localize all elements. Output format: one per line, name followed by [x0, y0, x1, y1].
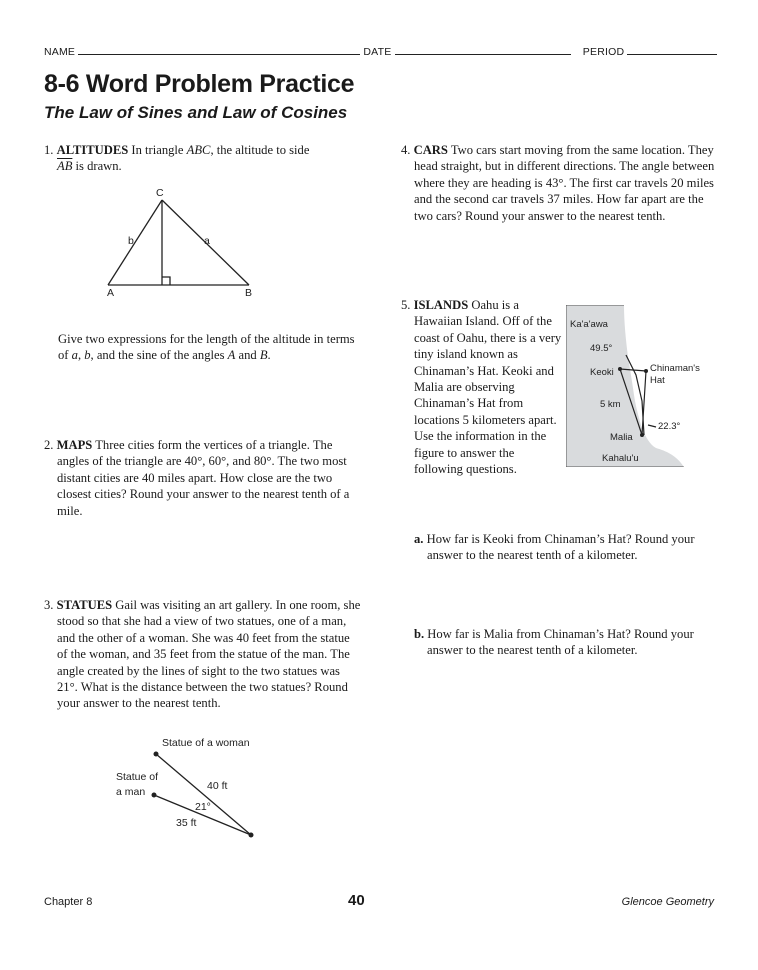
footer-book-title: Glencoe Geometry	[621, 896, 714, 908]
angle2-label: 22.3°	[658, 421, 681, 432]
question-text: and	[235, 348, 260, 363]
problem-text: Three cities form the vertices of a triangle. The angles of the triangle are 40°, 60°, and 80°. The two most distant cities are 40 miles apart. How close are the two closest cities? Round your answer to the nearest tenth of a mile.	[57, 438, 350, 518]
man-point	[152, 793, 157, 798]
problem-heading: MAPS	[56, 438, 93, 452]
angle-21-label: 21°	[195, 801, 211, 813]
malia-label: Malia	[610, 432, 633, 443]
vertex-c-label: C	[156, 187, 164, 199]
distance-35-label: 35 ft	[176, 817, 197, 829]
problem-1	[44, 142, 344, 175]
woman-label: Statue of a woman	[162, 737, 250, 749]
segment-ab: $\overline{AB}$	[57, 159, 73, 174]
problem-1-question	[58, 331, 358, 364]
vertex-b-label: B	[245, 287, 253, 298]
part-text: How far is Malia from Chinaman’s Hat? Round your answer to the nearest tenth of a kilometer.	[424, 627, 694, 658]
problem-5	[401, 297, 563, 477]
part-text: How far is Keoki from Chinaman’s Hat? Round your answer to the nearest tenth of a kilometer.	[423, 532, 695, 563]
man-label-line1: Statue of	[116, 771, 159, 783]
statues-figure	[112, 732, 272, 842]
problem-5a	[414, 531, 714, 564]
problem-text: Gail was visiting an art gallery. In one room, she stood so that she had a view of two statues, one of a man, and the other of a woman. She was 40 feet from the statue of the woman, and 35 feet from the statue of the man. The angle created by the lines of sight to the two statues was 21°. What is the distance between the two statues? Round your answer to the nearest tenth.	[57, 598, 361, 711]
triangle-figure	[100, 186, 270, 298]
side-b	[108, 200, 162, 285]
question-text: ,	[77, 348, 85, 363]
var-a: a	[71, 348, 78, 363]
problem-number: 5.	[401, 298, 411, 312]
problem-heading: ISLANDS	[413, 298, 469, 312]
name-field[interactable]	[78, 44, 360, 55]
problem-heading: STATUES	[56, 598, 113, 612]
var-b: b	[84, 348, 91, 363]
date-label: DATE	[363, 46, 392, 58]
keoki-label: Keoki	[590, 367, 614, 378]
problem-number: 2.	[44, 438, 54, 452]
part-letter: b.	[414, 627, 425, 641]
question-text: .	[267, 348, 271, 363]
header-fields	[44, 44, 717, 58]
question-text: , and the sine of the angles	[90, 348, 228, 363]
var-B: B	[259, 348, 268, 363]
problem-number: 4.	[401, 143, 411, 157]
line-to-woman	[156, 754, 251, 835]
problem-heading: ALTITUDES	[56, 143, 129, 157]
period-label: PERIOD	[582, 46, 625, 58]
problem-number: 3.	[44, 598, 54, 612]
part-letter: a.	[414, 532, 424, 546]
problem-5b	[414, 626, 714, 659]
problem-text: is drawn.	[72, 159, 122, 174]
distance-5km-label: 5 km	[600, 399, 621, 410]
problem-text: In triangle	[128, 143, 187, 157]
distance-40-label: 40 ft	[207, 780, 228, 792]
angle1-label: 49.5°	[590, 343, 613, 354]
malia-point	[640, 433, 644, 437]
problem-2	[44, 437, 354, 519]
name-label: NAME	[44, 46, 76, 58]
problem-text: Two cars start moving from the same location. They head straight, but in different directions. The angle between where they are heading is 43°. The first car travels 20 miles and the second car travels 37 miles. How far apart are the two cars? Round your answer to the nearest tenth.	[414, 143, 715, 223]
problem-heading: CARS	[413, 143, 448, 157]
oahu-map	[566, 305, 702, 467]
man-label-line2: a man	[116, 786, 146, 798]
woman-point	[154, 752, 159, 757]
kahaluu-label: Kahalu'u	[602, 453, 639, 464]
var-A: A	[227, 348, 236, 363]
hat-label: Hat	[650, 375, 665, 386]
problem-4	[401, 142, 719, 224]
problem-text: , the altitude to side	[210, 143, 310, 157]
footer-page-number: 40	[348, 892, 365, 909]
problem-number: 1.	[44, 143, 54, 157]
period-field[interactable]	[627, 44, 717, 55]
side-b-label: b	[128, 235, 134, 247]
chinamans-label: Chinaman's	[650, 363, 700, 374]
right-angle-mark	[162, 277, 170, 285]
kaaawa-label: Ka'a'awa	[570, 319, 608, 330]
problem-3	[44, 597, 362, 712]
hat-point	[644, 369, 648, 373]
problem-text: Oahu is a Hawaiian Island. Off of the coast of Oahu, there is a very tiny island known as Chinaman’s Hat. Keoki and Malia are observing Chinaman’s Hat from locations 5 kilometers apart. Use the information in the figure to answer the following questions.	[414, 298, 562, 477]
gail-point	[249, 833, 254, 838]
vertex-a-label: A	[107, 287, 115, 298]
page-title: 8-6 Word Problem Practice	[44, 70, 355, 98]
footer-chapter: Chapter 8	[44, 896, 93, 908]
date-field[interactable]	[395, 44, 571, 55]
side-a-label: a	[204, 235, 210, 247]
triangle-name: ABC	[186, 143, 211, 157]
keoki-point	[618, 367, 622, 371]
page-subtitle: The Law of Sines and Law of Cosines	[44, 103, 348, 122]
question-text: Give two expressions for the length of the altitude in terms of	[58, 332, 355, 363]
